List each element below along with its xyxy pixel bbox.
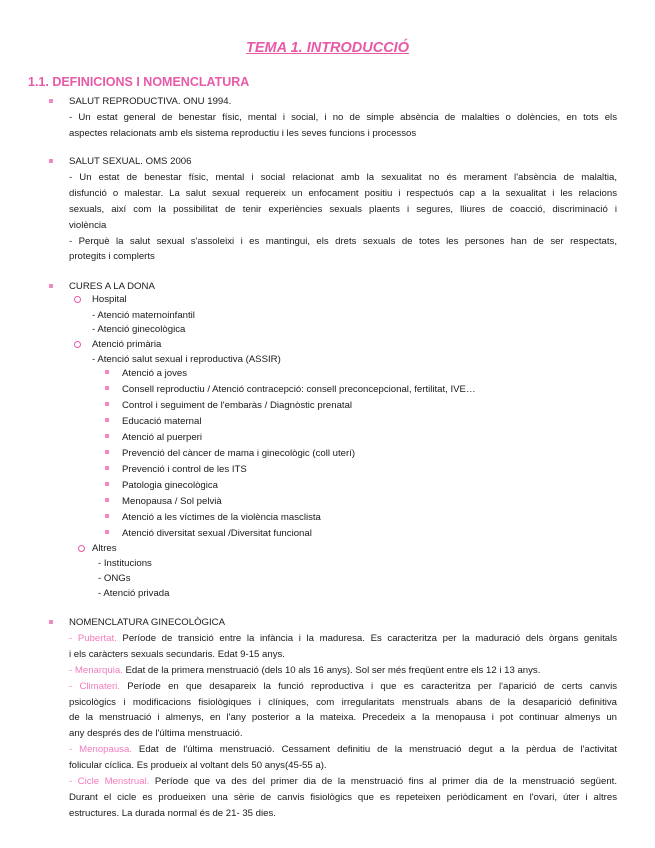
assir-item: Prevenció i control de les ITS	[122, 464, 247, 475]
text-line: sexuals, així com la possibilitat de tenir experiències sexuals plaents i segures, lliures de coacció, discriminació i	[69, 203, 617, 215]
term-label: - Climateri.	[69, 680, 120, 692]
text-line: Durant el cicle es produeixen una sèrie de canvis fisiològics que es repeteixen periòdicament en l'ovari, úter i altres	[69, 791, 617, 803]
square-marker	[105, 370, 109, 374]
square-marker	[105, 450, 109, 454]
cures-hospital: Hospital	[92, 294, 127, 305]
nomenclatura	[69, 615, 617, 822]
term-climateri	[69, 679, 617, 695]
heading-nomenclatura: NOMENCLATURA GINECOLÒGICA	[69, 617, 226, 628]
salut-sexual	[69, 154, 617, 265]
term-text: Edat de la primera menstruació (dels 10 als 16 anys). Sol ser més freqüent entre els 12 i 13 anys.	[122, 664, 541, 676]
text-line: protegits i complerts	[69, 251, 155, 263]
hospital-item: - Atenció maternoinfantil	[92, 310, 195, 321]
term-menopausa	[69, 742, 617, 758]
term-pubertat	[69, 631, 617, 647]
altres-item: - Institucions	[98, 558, 152, 569]
assir-item: Atenció al puerperi	[122, 432, 202, 443]
assir-item: Patologia ginecològica	[122, 480, 219, 491]
bullet-marker	[49, 284, 53, 288]
assir-item: Prevenció del càncer de mama i ginecològic (coll uterí)	[122, 448, 356, 459]
square-marker	[105, 498, 109, 502]
square-marker	[105, 386, 109, 390]
term-text: Període que va des del primer dia de la menstruació fins al primer dia de la menstruació següent.	[149, 776, 617, 788]
text-line: de la menstruació i almenys, en l'any posterior a la mateixa. Precedeix a la menopausa i pot continuar almenys un	[69, 712, 617, 724]
text-line: aspectes relacionats amb els sistema reproductiu i les seves funcions i processos	[69, 127, 417, 139]
assir-item: Menopausa / Sol pelvià	[122, 496, 222, 507]
heading-salut-sexual: SALUT SEXUAL. OMS 2006	[69, 156, 192, 167]
text-line: i els caràcters sexuals secundaris. Edat 9-15 anys.	[69, 648, 285, 660]
assir-item: Control i seguiment de l'embaràs / Diagnòstic prenatal	[122, 400, 353, 411]
term-menarquia	[69, 663, 617, 679]
square-marker	[105, 482, 109, 486]
text-line: - Perquè la salut sexual s'assoleixi i es mantingui, els drets sexuals de totes les persones han de ser respectats,	[69, 235, 617, 247]
assir-item: Educació maternal	[122, 416, 202, 427]
assir-item: Atenció a les víctimes de la violència masclista	[122, 512, 321, 523]
text-line: folicular cíclica. Es produeix al voltant dels 50 anys(45-55 a).	[69, 760, 327, 772]
term-label: - Menarquia.	[69, 664, 123, 676]
cures-assir: - Atenció salut sexual i reproductiva (ASSIR)	[92, 354, 281, 365]
square-marker	[105, 514, 109, 518]
square-marker	[105, 402, 109, 406]
text-line: any després des de l'última menstruació.	[69, 728, 243, 740]
hospital-item: - Atenció ginecològica	[92, 324, 186, 335]
term-text: Període de transició entre la infància i la maduresa. Es caracteritza per la maduració dels òrgans genitals	[116, 632, 617, 644]
text-line: disfunció o malestar. La salut sexual requereix un enfocament positiu i respectuós cap a la sexualitat i les relacions	[69, 187, 617, 199]
square-marker	[105, 418, 109, 422]
section-heading: 1.1. DEFINICIONS I NOMENCLATURA	[28, 75, 250, 89]
cures-heading: CURES A LA DONA	[69, 281, 155, 292]
text-line: estructures. La durada normal és de 21- 35 dies.	[69, 807, 276, 819]
bullet-marker	[49, 99, 53, 103]
circle-marker	[74, 296, 81, 303]
term-label: - Menopausa.	[69, 744, 132, 756]
term-text: Període en que desapareix la funció reproductiva i que es caracteritza per l'aparició de certs canvis	[119, 680, 617, 692]
text-line: - Un estat de benestar físic, mental i social relacionat amb la sexualitat no és merament l'absència de malaltia,	[69, 171, 617, 183]
bullet-marker	[49, 620, 53, 624]
text-line: psicològics i modificacions fisiològiques i clíniques, com irregularitats menstruals abans de la desaparició definitiva	[69, 696, 617, 708]
assir-item: Consell reproductiu / Atenció contracepció: consell preconcepcional, fertilitat, IVE…	[122, 384, 476, 395]
circle-marker	[74, 341, 81, 348]
square-marker	[105, 434, 109, 438]
square-marker	[105, 530, 109, 534]
term-label: - Cicle Menstrual.	[69, 776, 150, 788]
text-line: violència	[69, 219, 107, 231]
bullet-marker	[49, 159, 53, 163]
altres-item: - ONGs	[98, 573, 131, 584]
assir-item: Atenció diversitat sexual /Diversitat funcional	[122, 528, 312, 539]
salut-reproductiva	[69, 94, 617, 142]
circle-marker	[78, 545, 85, 552]
term-label: - Pubertat.	[69, 632, 117, 644]
square-marker	[105, 466, 109, 470]
cures-altres: Altres	[92, 543, 117, 554]
document-title: TEMA 1. INTRODUCCIÓ	[246, 40, 409, 56]
term-cicle	[69, 774, 617, 790]
cures-primaria: Atenció primària	[92, 339, 162, 350]
term-text: Edat de l'última menstruació. Cessament definitiu de la menstruació degut a la pèrdua de l'activitat	[131, 744, 617, 756]
assir-item: Atenció a joves	[122, 368, 188, 379]
heading-salut-reproductiva: SALUT REPRODUCTIVA. ONU 1994.	[69, 96, 232, 107]
text-line: - Un estat general de benestar físic, mental i social, i no de simple absència de malalties o dolències, en tots els	[69, 111, 617, 123]
altres-item: - Atenció privada	[98, 588, 170, 599]
